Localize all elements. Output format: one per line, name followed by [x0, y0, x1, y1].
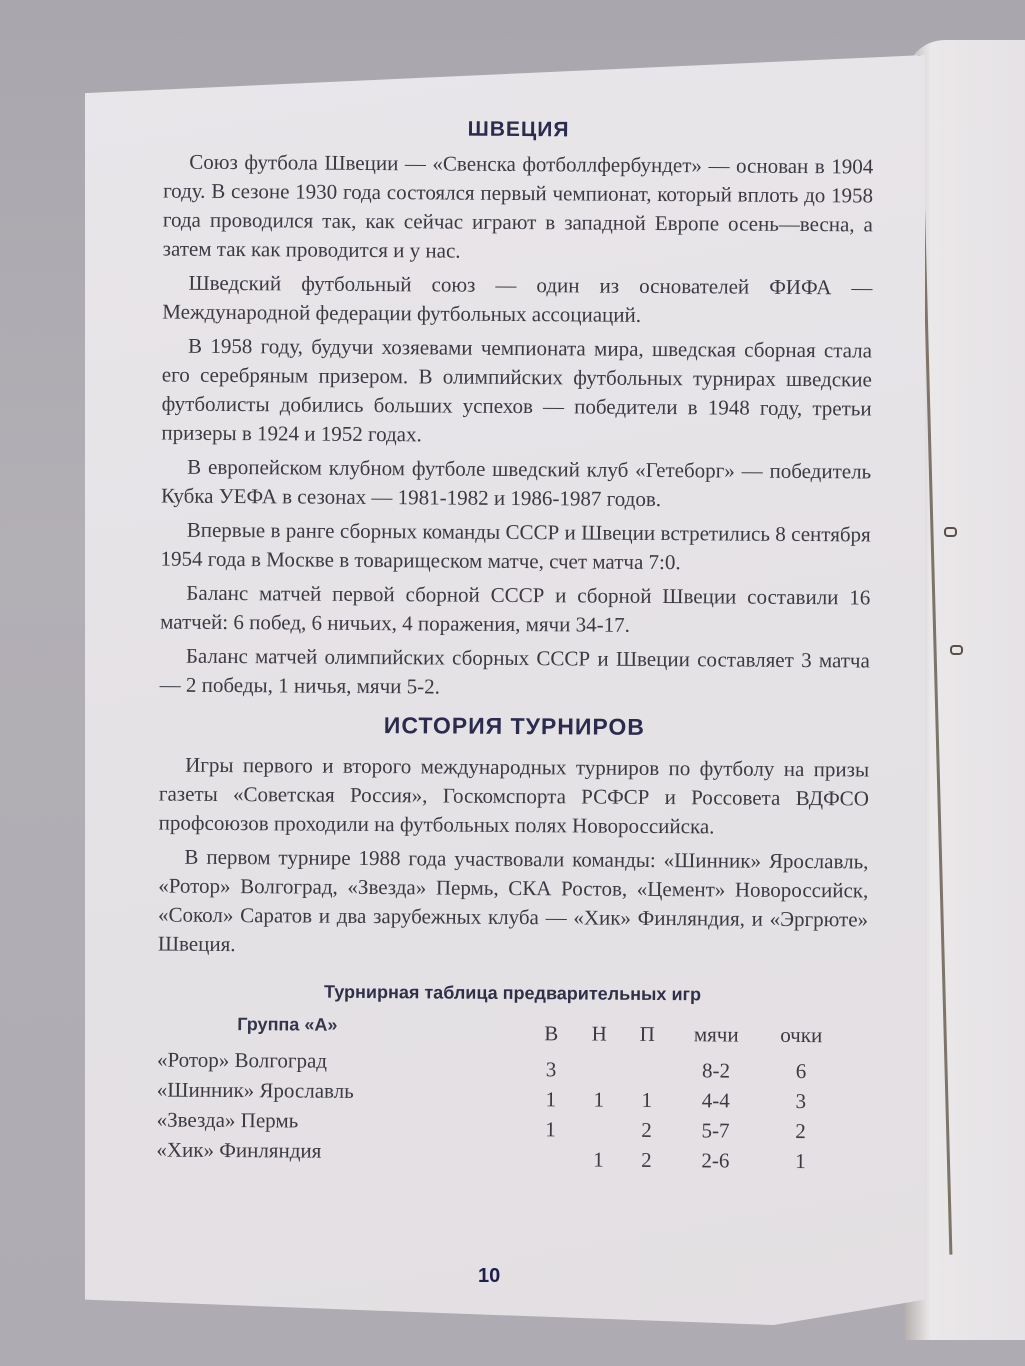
losses: 1 — [641, 1087, 653, 1112]
paragraph: В европейском клубном футболе шведский клуб «Гетеборг» — победитель Кубка УЕФА в сезонах — 1981-1982 и 1986-1987 годов. — [160, 454, 872, 512]
points: 2 — [795, 1118, 806, 1143]
group-title: Группа «А» — [237, 1014, 338, 1035]
paragraph: Игры первого и второго международных турниров по футболу на призы газеты «Советская Россия», Госкомспорта РСФСР и Россовета ВДФСО профсоюзов проходили на футбольных полях Новороссийска. — [158, 752, 870, 839]
staple-icon — [950, 645, 963, 655]
wins: 3 — [545, 1056, 557, 1081]
page-number: 10 — [478, 1265, 501, 1287]
goals: 8-2 — [701, 1057, 731, 1083]
col-draws: Н — [591, 1021, 607, 1046]
points: 1 — [795, 1148, 806, 1173]
points: 6 — [795, 1058, 807, 1083]
table-header-row — [157, 1016, 841, 1051]
wins: 1 — [545, 1116, 556, 1141]
paragraph: Впервые в ранге сборных команды СССР и Швеции встретились 8 сентября 1954 года в Москве в товарищеском матче, счет матча 7:0. — [160, 517, 871, 575]
team-name: «Звезда» Пермь — [156, 1107, 299, 1132]
team-name: «Ротор» Волгоград — [156, 1047, 328, 1073]
table-row — [156, 1112, 840, 1147]
page-content — [156, 113, 874, 1173]
col-wins: В — [544, 1020, 559, 1045]
losses: 2 — [641, 1117, 652, 1142]
table-row — [156, 1142, 840, 1177]
paragraph: Баланс матчей первой сборной СССР и сборной Швеции составили 16 матчей: 6 побед, 6 ничьих, 4 поражения, мячи 34-17. — [160, 580, 871, 637]
paragraph: В первом турнире 1988 года участвовали команды: «Шинник» Ярославль, «Ротор» Волгоград, «Звезда» Пермь, СКА Ростов, «Цемент» Новороссийск, «Сокол» Саратов и два зарубежных клуба — «Хик» Финляндия, и «Эргрюте» Швеция. — [157, 844, 869, 957]
standings-table — [156, 1010, 867, 1173]
paragraph: Союз футбола Швеции — «Свенска фотболлфербундет» — основан в 1904 году. В сезоне 1930 года состоялся первый чемпионат, который вплоть до 1958 года проводился так, как сейчас играют в западной Европе осень—весна, а затем так как проводится и у нас. — [162, 149, 874, 263]
paragraph: В 1958 году, будучи хозяевами чемпионата мира, шведская сборная стала его серебряным призером. В олимпийских футбольных турнирах шведские футболисты добились больших успехов — победители в 1948 году, третьи призеры в 1924 и 1952 годах. — [161, 333, 873, 447]
paragraph: Шведский футбольный союз — один из основателей ФИФА — Международной федерации футбольных ассоциаций. — [162, 270, 873, 327]
col-goals: мячи — [693, 1021, 739, 1047]
losses: 2 — [641, 1147, 652, 1172]
draws: 1 — [593, 1147, 604, 1172]
team-name: «Шинник» Ярославль — [156, 1077, 354, 1103]
section-title-sweden: ШВЕЦИЯ — [467, 117, 570, 142]
goals: 5-7 — [701, 1117, 730, 1143]
team-name: «Хик» Финляндия — [156, 1137, 322, 1163]
goals: 4-4 — [701, 1087, 730, 1113]
paragraph: Баланс матчей олимпийских сборных СССР и Швеции составляет 3 матча — 2 победы, 1 ничья, мячи 5-2. — [159, 643, 870, 699]
wins: 1 — [545, 1086, 557, 1111]
standings-title: Турнирная таблица предварительных игр — [323, 981, 702, 1005]
col-points: очки — [780, 1022, 823, 1047]
col-losses: П — [639, 1021, 655, 1046]
draws: 1 — [593, 1087, 605, 1112]
staple-icon — [944, 527, 957, 537]
table-row — [157, 1052, 841, 1087]
table-row — [157, 1082, 841, 1117]
section-title-history: ИСТОРИЯ ТУРНИРОВ — [383, 712, 646, 740]
goals: 2-6 — [701, 1147, 730, 1173]
points: 3 — [795, 1088, 807, 1113]
